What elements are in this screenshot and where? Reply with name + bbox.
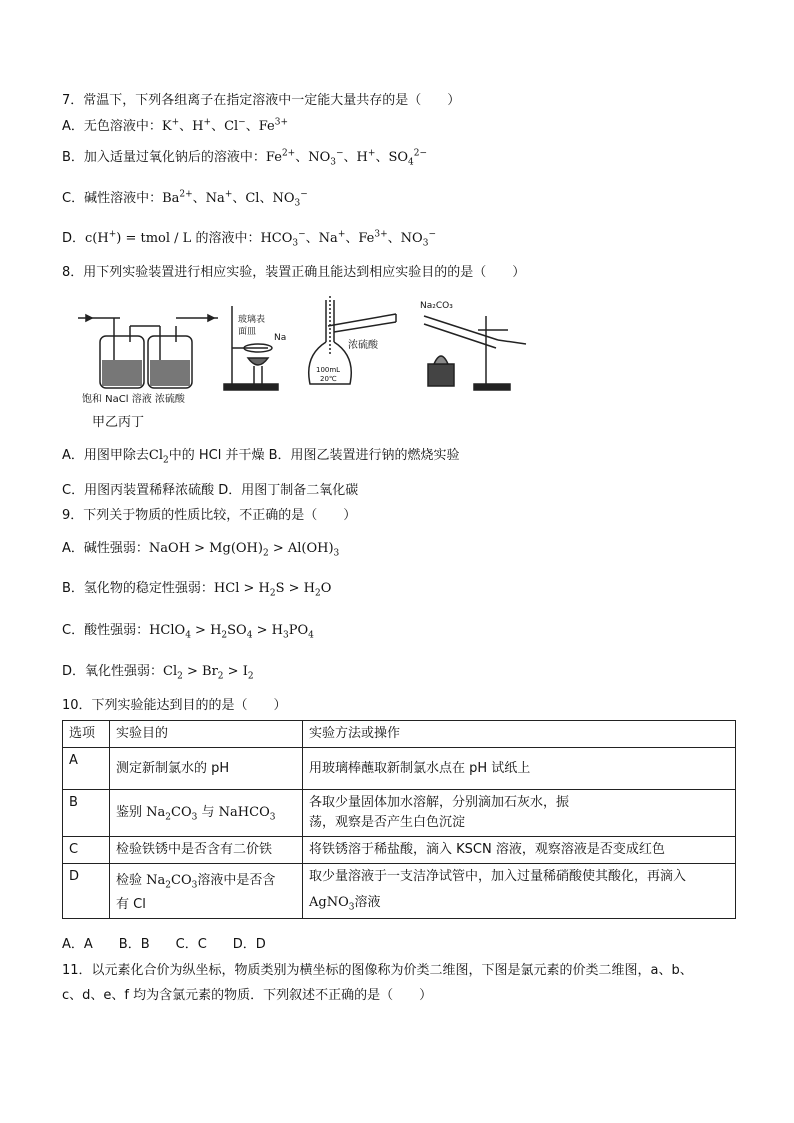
q7-c-ions: $Ba^{2+}$、Na+、Cl、$NO_3^-$: [162, 189, 308, 209]
label-bing-flask-b: 20℃: [320, 375, 337, 383]
q9-option-a: A．碱性强弱：NaOH > $Mg(OH)_2 > Al(OH)_3$: [62, 541, 340, 559]
q7-a-ions: K+、H+、Cl−、$Fe^{3+}$: [161, 117, 289, 134]
q7-option-b: B．加入适量过氧化钠后的溶液中：$Fe^{2+}$、$NO_3^-$、H+、$SO_4^{2-}$: [62, 148, 428, 168]
label-ding: Na₂CO₃: [420, 301, 453, 311]
q7-option-d: D．c(H+) = tmol / L 的溶液中：$HCO_3^-$、Na+、$Fe^{3+}$、$NO_3^-$: [62, 229, 436, 249]
q8-stem: 8．用下列实验装置进行相应实验，装置正确且能达到相应实验目的的是（ ）: [62, 265, 526, 280]
q7-option-a: A．无色溶液中：K+、H+、Cl−、$Fe^{3+}$: [62, 117, 289, 134]
apparatus-ding: [424, 316, 526, 390]
q10-table: [62, 720, 736, 919]
label-bing-acid: 浓硫酸: [348, 340, 378, 351]
apparatus-jia: [78, 315, 218, 388]
q9-option-d: D．氧化性强弱：$Cl_2 > Br_2 > I_2$: [62, 664, 254, 682]
table-row: B 鉴别 $Na_2CO_3$ 与 NaHCO$_3$ 各取少量固体加水溶解，分别滴加石灰水，振 荡，观察是否产生白色沉淀: [63, 790, 736, 837]
q8-options-ab: A．用图甲除去$Cl_2$中的 HCl 并干燥 B．用图乙装置进行钠的燃烧实验: [62, 448, 460, 466]
q10-stem: 10．下列实验能达到目的的是（ ）: [62, 698, 287, 713]
label-yi-a: 玻璃表: [238, 315, 266, 325]
table-row: A 测定新制氯水的 pH 用玻璃棒蘸取新制氯水点在 pH 试纸上: [63, 748, 736, 790]
table-row: D 检验 $Na_2CO_3$溶液中是否含 有 Cl 取少量溶液于一支洁净试管中，加入过量稀硝酸使其酸化，再滴入 AgNO$_3$溶液: [63, 864, 736, 919]
label-bing-flask-a: 100mL: [316, 366, 341, 374]
q7-b-ions: $Fe^{2+}$、$NO_3^-$、H+、$SO_4^{2-}$: [265, 148, 428, 168]
q9-option-c: C．酸性强弱：HClO$_4$ > $H_2SO_4 > H_3PO_4$: [62, 623, 314, 641]
q7-d-ions: c(H+) = tmol / L 的溶液中：$HCO_3^-$、Na+、$Fe^{3+}$、$NO_3^-$: [85, 229, 436, 249]
q11-line-1: 11．以元素化合价为纵坐标，物质类别为横坐标的图像称为价类二维图，下图是氯元素的价类二维图，a、b、: [62, 963, 693, 978]
table-row: C 检验铁锈中是否含有二价铁 将铁锈溶于稀盐酸，滴入 KSCN 溶液，观察溶液是否变成红色: [63, 837, 736, 864]
q7-stem: 7．常温下，下列各组离子在指定溶液中一定能大量共存的是（ ）: [62, 93, 461, 108]
label-yi-na: Na: [274, 333, 287, 343]
table-header-row: 选项 实验目的 实验方法或操作: [63, 721, 736, 748]
label-yi-b: 面皿: [238, 327, 257, 337]
q8-apparatus-figure: [78, 296, 528, 406]
q11-line-2: c、d、e、f 均为含氯元素的物质．下列叙述不正确的是（ ）: [62, 988, 433, 1003]
label-jia: 饱和 NaCl 溶液 浓硫酸: [82, 394, 185, 405]
q9-option-b: B．氢化物的稳定性强弱：HCl > $H_2S > H_2O$: [62, 581, 332, 599]
q8-figure-caption: 甲乙丙丁: [92, 415, 145, 430]
q7-option-c: C．碱性溶液中：$Ba^{2+}$、Na+、Cl、$NO_3^-$: [62, 189, 308, 209]
q9-stem: 9．下列关于物质的性质比较，不正确的是（ ）: [62, 508, 357, 523]
q10-options: A．A B．B C．C D．D: [62, 937, 266, 952]
q8-options-cd: C．用图丙装置稀释浓硫酸 D．用图丁制备二氧化碳: [62, 483, 359, 498]
